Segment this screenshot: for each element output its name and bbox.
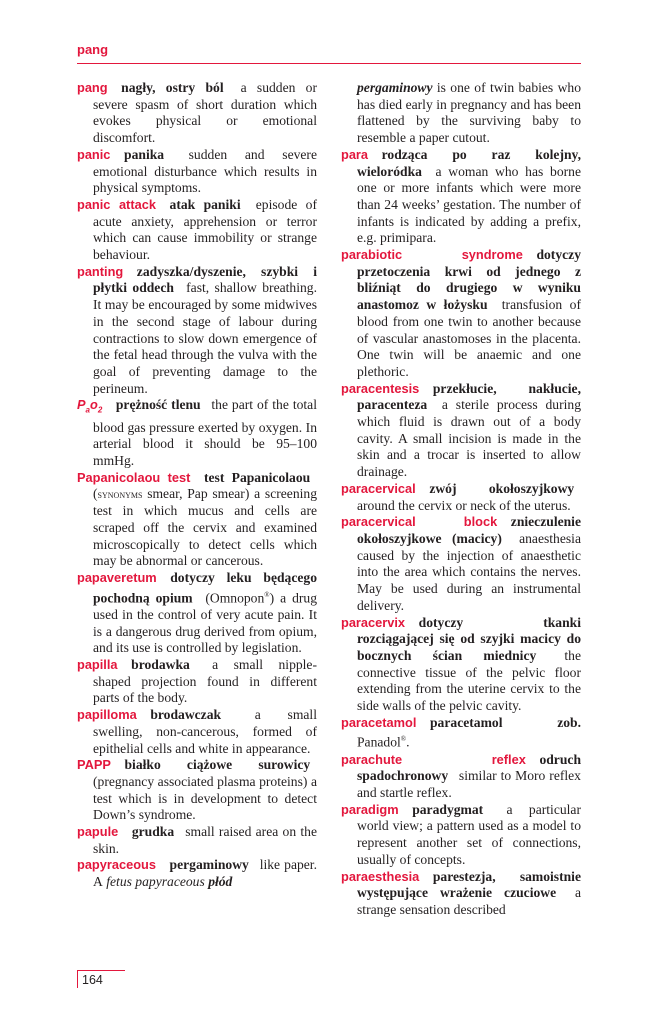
entry-polish: paracetamol zob. — [430, 714, 581, 730]
entry-paraesthesia — [341, 869, 581, 919]
entry-definition: episode of acute anxiety, apprehension or terror which can cause immobility or strange behaviour. — [93, 196, 317, 263]
entry-polish: prężność tlenu — [115, 397, 201, 413]
entry-definition: like paper. A — [93, 857, 317, 890]
entry-polish: paradygmat — [412, 801, 484, 817]
entry-definition: fast, shallow breathing. It may be encouraged by some midwives in the second stage of labour during contractions to slow down emergence of the fetal head through the vulva with the goal of preventing damage to the perineum. — [93, 280, 317, 396]
entry-term: paraesthesia — [341, 868, 420, 884]
entry-pao2 — [77, 397, 317, 469]
entry-definition: a screening test in which mucus and cells are scraped off the cervix and examined microscopically to detect cells which may be abnormal or cancerous. — [93, 486, 317, 569]
entry-term: papule — [77, 824, 119, 840]
entry-term: paracetamol — [341, 714, 417, 730]
entry-papanicolaou-test: Papanicolaou test test Papanicolaou (synonyms smear, Pap smear) a screening test in which mucus and cells are scraped off the cervix and examined microscopically to detect cells which may be abnormal or cancerous. — [77, 469, 317, 569]
entry-pang — [77, 80, 317, 147]
entry-definition: a particular world view; a pattern used as a model to represent another set of connections, usually of concepts. — [357, 801, 581, 867]
entry-papaveretum: papaveretum dotyczy leku będącego pochodną opium (Omnopon®) a drug used in the control of very acute pain. It is a dangerous drug derived from opium, and its use is controlled by legislation. — [77, 569, 317, 656]
entry-term: paradigm — [341, 801, 399, 817]
entry-parabiotic-syndrome — [341, 247, 581, 381]
entry-paracentesis — [341, 381, 581, 481]
entry-term: panic attack — [77, 196, 156, 212]
entry-paracetamol: paracetamol paracetamol zob. Panadol®. — [341, 714, 581, 750]
entry-definition: anaesthesia caused by the injection of anaesthetic into the area which contains the nerves. May be used during an instrumental delivery. — [357, 530, 581, 613]
entry-polish: grudka — [131, 824, 175, 840]
entry-definition: a small swelling, non-cancerous, formed of epithelial cells and white in appearance. — [93, 707, 317, 756]
entry-polish: brodawka — [131, 656, 190, 672]
synonyms-text: smear, Pap smear) — [147, 486, 250, 502]
entry-term: paracentesis — [341, 380, 420, 396]
entry-term: papilloma — [77, 707, 137, 723]
entry-panting — [77, 264, 317, 398]
entry-definition: a sudden or severe spasm of short duration which evokes physical or emotional discomfort. — [93, 80, 317, 146]
entry-paracervical — [341, 481, 581, 514]
header-rule — [77, 63, 581, 64]
entry-term: paracervical — [341, 480, 416, 496]
entry-term: Papanicolaou test — [77, 469, 191, 485]
entry-para — [341, 147, 581, 247]
entry-term: pang — [77, 80, 108, 95]
entry-polish: odruch spadochronowy — [357, 751, 581, 784]
entry-polish: brodawczak — [150, 707, 222, 723]
entry-paradigm — [341, 802, 581, 869]
page-number: 164 — [82, 973, 103, 987]
entry-parachute-reflex — [341, 752, 581, 802]
entry-polish: dotyczy tkanki rozciągającej się od szyjki macicy do bocznych ścian miednicy — [357, 614, 581, 663]
entry-papyraceous — [77, 857, 317, 890]
entry-term: paracervix — [341, 614, 406, 630]
entry-term: papyraceous — [77, 857, 156, 873]
entry-panic-attack — [77, 197, 317, 264]
entry-definition: (pregnancy associated plasma proteins) a test which is in development to detect Down’s syndrome. — [93, 773, 317, 823]
folio-rule-vertical — [77, 970, 78, 988]
entry-definition: similar to Moro reflex and startle reflex. — [357, 768, 581, 801]
left-column — [77, 80, 317, 891]
brand-name: (Omnopon — [205, 590, 265, 606]
entry-term: papaveretum — [77, 569, 157, 585]
entry-papp — [77, 757, 317, 824]
bold-italic-phrase: pergaminowy — [357, 80, 433, 95]
entry-papilla — [77, 657, 317, 707]
entry-definition: the part of the total blood gas pressure exerted by oxygen. In arterial blood it should be 95–100 mmHg. — [93, 397, 317, 469]
entry-polish: dotyczy przetoczenia krwi od jednego z bliźniąt do drugiego w wyniku anastomoz w łożysku — [357, 247, 581, 313]
entry-polish: białko ciążowe surowicy — [124, 757, 311, 773]
entry-continuation — [341, 80, 581, 147]
entry-polish: nagły, ostry ból — [121, 80, 224, 95]
entry-definition: a small nipple-shaped projection found in different parts of the body. — [93, 656, 317, 706]
brand-name: Panadol — [357, 734, 401, 750]
entry-papule — [77, 824, 317, 857]
entry-term: panting — [77, 263, 124, 279]
entry-polish: zwój okołoszyjkowy — [429, 480, 575, 496]
entry-definition: a woman who has borne one or more infants which were more than 24 weeks’ gestation. The number of infants is indicated by adding a prefix, e.g. primipara. — [357, 163, 581, 246]
entry-polish: parestezja, samoistnie występujące wrażenie czuciowe — [357, 868, 581, 901]
entry-definition: a drug used in the control of very acute pain. It is a dangerous drug derived from opium, and its use is controlled by legislation. — [93, 590, 317, 656]
entry-polish: przekłucie, nakłucie, paracenteza — [357, 380, 581, 413]
bold-italic-phrase: płód — [208, 874, 233, 890]
entry-polish: rodząca po raz kolejny, wieloródka — [357, 146, 581, 179]
synonyms-label: synonyms — [97, 487, 143, 502]
entry-term: paracervical block — [341, 514, 498, 530]
registered-mark: ® — [400, 735, 407, 744]
entry-polish: panika — [124, 146, 165, 162]
entry-term: PAPP — [77, 757, 111, 773]
entry-polish: pergaminowy — [169, 857, 249, 873]
registered-mark: ® — [264, 590, 270, 599]
entry-definition: a strange sensation described — [357, 885, 581, 917]
entry-term: panic — [77, 146, 111, 162]
entry-papilloma — [77, 707, 317, 757]
entry-definition: transfusion of blood from one twin to another because of vascular anastomoses in the placenta. One twin will be anaemic and one plethoric. — [357, 297, 581, 379]
entry-panic — [77, 147, 317, 197]
entry-polish: zadyszka/dyszenie, szybki i płytki oddech — [93, 263, 317, 296]
entry-term: $P_ao_2$ — [77, 397, 103, 415]
entry-term: parachute reflex — [341, 751, 526, 767]
entry-term: papilla — [77, 656, 118, 672]
entry-definition: sudden and severe emotional disturbance which results in physical symptoms. — [93, 146, 317, 196]
entry-definition: small raised area on the skin. — [93, 824, 317, 856]
entry-definition: a sterile process during which fluid is drawn out of a body cavity. A small incision is made in the skin and a trocar is inserted to allow drainage. — [357, 397, 581, 480]
entry-polish: znieczulenie okołoszyjkowe (macicy) — [357, 514, 581, 546]
entry-definition: is one of twin babies who has died early in pregnancy and has been flattened by the surviving baby to resemble a paper cutout. — [357, 80, 581, 146]
running-head: pang — [77, 42, 109, 57]
entry-polish: dotyczy leku będącego pochodną opium — [93, 569, 317, 606]
folio-rule-horizontal — [77, 970, 125, 971]
entry-polish: test Papanicolaou — [203, 469, 311, 485]
entry-term: para — [341, 146, 369, 162]
entry-definition: the connective tissue of the pelvic floor extending from the uterine cervix to the side walls of the pelvic cavity. — [357, 647, 581, 714]
entry-polish: atak paniki — [169, 196, 241, 212]
italic-phrase: fetus papyraceous — [106, 874, 205, 890]
entry-definition: around the cervix or neck of the uterus. — [357, 497, 571, 513]
entry-paracervical-block — [341, 514, 581, 614]
right-column — [341, 80, 581, 919]
entry-paracervix — [341, 615, 581, 715]
entry-term: parabiotic syndrome — [341, 247, 523, 263]
